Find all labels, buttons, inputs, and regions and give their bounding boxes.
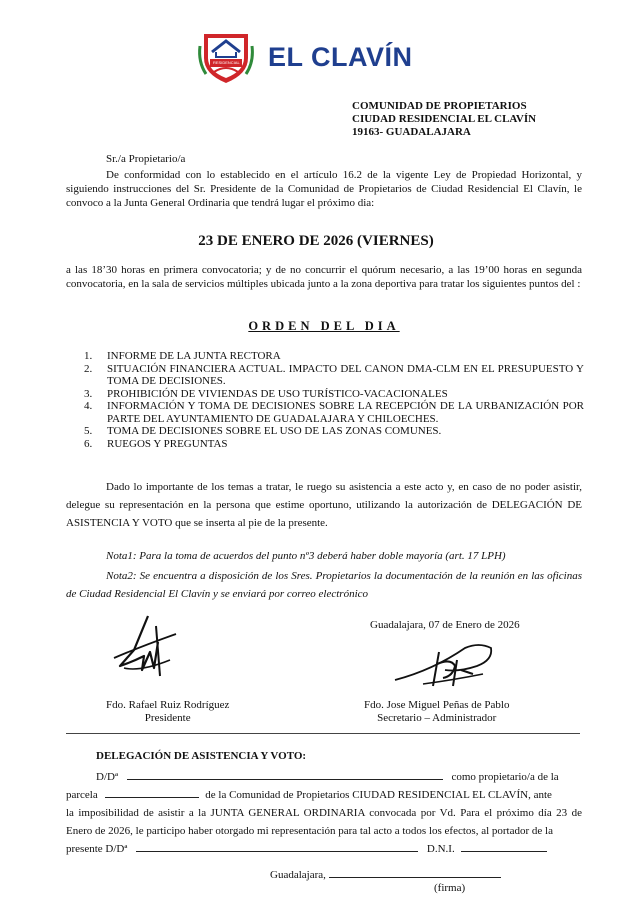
presente-label: presente D/Dª [66, 843, 128, 855]
note-2: Nota2: Se encuentra a disposición de los Sres. Propietarios la documentación de la reunión en las oficinas de Ciudad Residencial El Clavín y se enviará por correo electrónico [66, 570, 582, 600]
delegation-form [66, 768, 582, 858]
agenda-item-text: TOMA DE DECISIONES SOBRE EL USO DE LAS ZONAS COMUNES. [107, 425, 442, 437]
secretary-signature-block [364, 699, 509, 725]
signature-line [270, 866, 501, 882]
secretary-signature [393, 640, 501, 692]
agenda-item-number: 2. [84, 362, 93, 375]
agenda-item-number: 3. [84, 387, 93, 400]
sender-header [352, 100, 536, 139]
convocation-paragraph: a las 18’30 horas en primera convocatoria; y de no concurrir el quórum necesario, a las 19’00 horas en segunda convocatoria, en la sala de servicios múltiples ubicada junto a la zona deportiva para tratar los siguientes puntos del : [66, 264, 582, 290]
agenda-item [84, 400, 584, 425]
agenda-list [84, 350, 584, 450]
agenda-item [84, 388, 584, 401]
president-signature-block [106, 699, 229, 725]
meeting-date-title: 23 DE ENERO DE 2026 (VIERNES) [198, 233, 434, 249]
dni-field[interactable] [461, 840, 547, 852]
dni-label: D.N.I. [426, 843, 455, 855]
firma-label: (firma) [434, 882, 466, 894]
secretary-role: Secretario – Administrador [377, 712, 497, 724]
agenda-item [84, 438, 584, 451]
agenda-item [84, 425, 584, 438]
header-line-2: CIUDAD RESIDENCIAL EL CLAVÍN [352, 113, 537, 125]
dd-label: D/Dª [96, 771, 118, 783]
agenda-item-text: INFORME DE LA JUNTA RECTORA [107, 350, 281, 362]
delegation-body: la imposibilidad de asistir a la JUNTA GENERAL ORDINARIA convocada por Vd. Para el próximo día 23 de Enero de 2026, le participo haber otorgado mi representación para tal acto a todos los efectos, al portador de la [66, 807, 582, 837]
salutation: Sr./a Propietario/a [106, 153, 186, 165]
header-line-1: COMUNIDAD DE PROPIETARIOS [352, 100, 527, 112]
agenda-item-number: 5. [84, 425, 93, 437]
house-shield-icon [196, 28, 256, 86]
agenda-title: ORDEN DEL DIA [248, 319, 400, 333]
agenda-item-text: SITUACIÓN FINANCIERA ACTUAL. IMPACTO DEL CANON DMA-CLM EN EL PRESUPUESTO Y TOMA DE DECISIONES. [107, 362, 584, 387]
president-role: Presidente [144, 712, 191, 724]
city-label: Guadalajara, [270, 869, 326, 881]
secretary-name: Fdo. Jose Miguel Peñas de Pablo [364, 699, 510, 711]
agenda-item-text: INFORMACIÓN Y TOMA DE DECISIONES SOBRE LA RECEPCIÓN DE LA URBANIZACIÓN POR PARTE DEL AYUNTAMIENTO DE GUADALAJARA Y CHILOECHES. [107, 400, 584, 425]
intro-paragraph: De conformidad con lo establecido en el artículo 16.2 de la vigente Ley de Propiedad Horizontal, y siguiendo instrucciones del Sr. Presidente de la Comunidad de Propietarios de Ciudad Residencial El Clavín, le convoco a la Junta General Ordinaria que tendrá lugar el próximo dia: [66, 169, 582, 209]
closing-paragraph: Dado lo importante de los temas a tratar, le ruego su asistencia a este acto y, en caso de no poder asistir, delegue su representación en la persona que estime oportuno, utilizando la autorización de DELEGACIÓN DE ASISTENCIA Y VOTO que se inserta al pie de la presente. [66, 481, 582, 529]
section-divider [66, 733, 580, 734]
agenda-item [84, 350, 584, 363]
signature-field[interactable] [329, 866, 501, 878]
logo-badge-text: RESIDENCIAL [213, 60, 240, 65]
agenda-item-number: 4. [84, 400, 93, 412]
agenda-item-text: RUEGOS Y PREGUNTAS [107, 437, 228, 450]
agenda-item-number: 6. [84, 437, 93, 450]
community-text: de la Comunidad de Propietarios CIUDAD RESIDENCIAL EL CLAVÍN, ante [205, 789, 552, 801]
owner-name-field[interactable] [127, 768, 443, 780]
parcela-label: parcela [66, 789, 98, 801]
delegation-title: DELEGACIÓN DE ASISTENCIA Y VOTO: [96, 750, 307, 762]
agenda-item-text: PROHIBICIÓN DE VIVIENDAS DE USO TURÍSTICO-VACACIONALES [107, 387, 448, 400]
place-date: Guadalajara, 07 de Enero de 2026 [370, 619, 520, 631]
as-owner-text: como propietario/a de la [451, 771, 559, 783]
agenda-item-number: 1. [84, 350, 93, 362]
agenda-item [84, 363, 584, 388]
president-signature [112, 612, 188, 686]
note-1: Nota1: Para la toma de acuerdos del punto nº3 deberá haber doble mayoría (art. 17 LPH) [106, 550, 506, 562]
header-line-3: 19163- GUADALAJARA [352, 126, 471, 138]
president-name: Fdo. Rafael Ruiz Rodríguez [106, 699, 230, 711]
community-logo [196, 28, 256, 86]
representative-name-field[interactable] [136, 840, 418, 852]
parcela-field[interactable] [105, 786, 199, 798]
logo-brand-text: EL CLAVÍN [268, 42, 413, 72]
